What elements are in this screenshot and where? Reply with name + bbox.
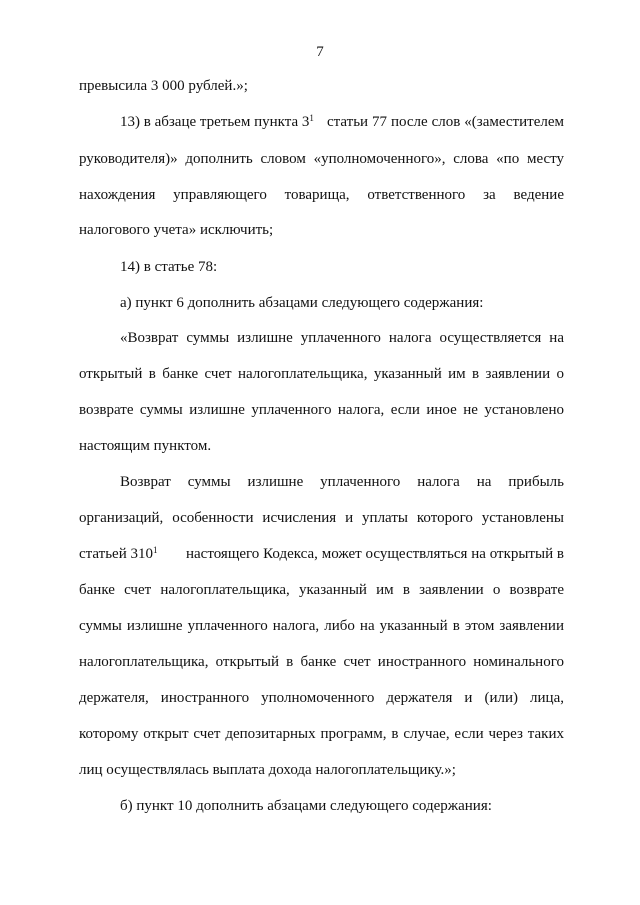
text-line-21: б) пункт 10 дополнить абзацами следующего содержания: (120, 798, 492, 814)
text-line-15: банке счет налогоплательщика, указанный им в заявлении о возврате (79, 582, 564, 598)
text-line-19: которому открыт счет депозитарных программ, в случае, если через таких (79, 726, 564, 742)
text-line-9: открытый в банке счет налогоплательщика, указанный им в заявлении о (79, 366, 564, 382)
text-line-2 (120, 113, 314, 131)
text-line-5: налогового учета» исключить; (79, 222, 274, 238)
text-line-2a: 13) в абзаце третьем пункта 3 (120, 114, 310, 130)
text-line-7: а) пункт 6 дополнить абзацами следующего содержания: (120, 295, 484, 311)
page-number: 7 (316, 44, 324, 60)
text-line-11: настоящим пунктом. (79, 438, 212, 454)
text-line-10: возврате суммы излишне уплаченного налога, если иное не установлено (79, 402, 564, 418)
text-line-17: налогоплательщика, открытый в банке счет иностранного номинального (79, 654, 564, 670)
superscript: 1 (309, 113, 314, 123)
text-line-3: руководителя)» дополнить словом «уполномоченного», слова «по месту (79, 151, 564, 167)
text-line-12: Возврат суммы излишне уплаченного налога на прибыль (120, 474, 564, 490)
text-line-13: организаций, особенности исчисления и уплаты которого установлены (79, 510, 564, 526)
text-line-18: держателя, иностранного уполномоченного держателя и (или) лица, (79, 690, 564, 706)
text-line-8: «Возврат суммы излишне уплаченного налога осуществляется на (120, 330, 564, 346)
text-line-20: лиц осуществлялась выплата дохода налогоплательщику.»; (79, 762, 456, 778)
text-line-1: превысила 3 000 рублей.»; (79, 78, 248, 94)
text-line-4: нахождения управляющего товарища, ответственного за ведение (79, 187, 564, 203)
text-line-14 (79, 545, 158, 563)
text-line-6: 14) в статье 78: (120, 259, 218, 275)
superscript: 1 (153, 545, 158, 555)
text-line-2b: статьи 77 после слов «(заместителем (327, 114, 564, 130)
text-line-14b: настоящего Кодекса, может осуществляться на открытый в (186, 546, 564, 562)
text-line-14a: статьей 310 (79, 546, 153, 562)
text-line-16: суммы излишне уплаченного налога, либо на указанный в этом заявлении (79, 618, 564, 634)
